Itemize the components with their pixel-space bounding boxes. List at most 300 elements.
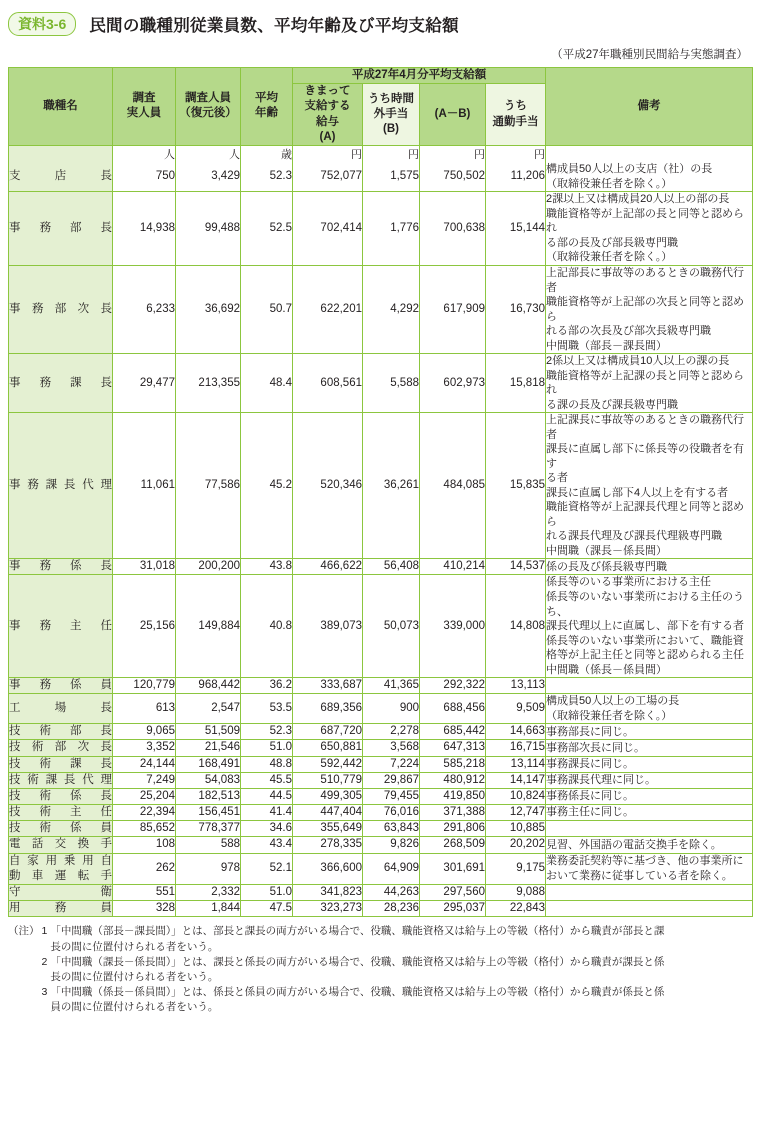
cell-surveyed-actual: 25,156 bbox=[113, 575, 176, 678]
cell-job-title: 事務主任 bbox=[9, 575, 113, 678]
cell-remarks bbox=[546, 413, 753, 559]
cell-pay-a-minus-b: 301,691 bbox=[420, 853, 486, 884]
cell-pay-a: 323,273 bbox=[293, 901, 363, 917]
cell-remarks-line: 係長等のいない事業所において、職能資 bbox=[546, 634, 744, 647]
footnote-item bbox=[8, 985, 752, 1015]
cell-remarks-line: 課長代理以上に直属し、部下を有する者 bbox=[546, 620, 744, 633]
cell-remarks bbox=[546, 192, 753, 266]
cell-job-title: 電話交換手 bbox=[9, 837, 113, 853]
cell-average-age: 48.4 bbox=[241, 354, 293, 413]
table-row bbox=[9, 885, 753, 901]
cell-surveyed-restored: 77,586 bbox=[176, 413, 241, 559]
cell-average-age: 52.1 bbox=[241, 853, 293, 884]
cell-average-age: 52.5 bbox=[241, 192, 293, 266]
cell-surveyed-actual: 14,938 bbox=[113, 192, 176, 266]
cell-remarks bbox=[546, 162, 753, 192]
cell-pay-a: 608,561 bbox=[293, 354, 363, 413]
cell-pay-a-minus-b: 339,000 bbox=[420, 575, 486, 678]
cell-pay-b: 9,826 bbox=[363, 837, 420, 853]
cell-commuting-allowance: 22,843 bbox=[486, 901, 546, 917]
cell-pay-a: 355,649 bbox=[293, 821, 363, 837]
cell-commuting-allowance: 14,147 bbox=[486, 772, 546, 788]
cell-pay-a: 278,335 bbox=[293, 837, 363, 853]
cell-surveyed-restored: 156,451 bbox=[176, 805, 241, 821]
unit-cell-pay-a-minus-b: 円 bbox=[420, 145, 486, 162]
cell-pay-b: 28,236 bbox=[363, 901, 420, 917]
unit-cell-job bbox=[9, 145, 113, 162]
cell-pay-a-minus-b: 480,912 bbox=[420, 772, 486, 788]
cell-job-title: 事務係長 bbox=[9, 559, 113, 575]
footnote-text bbox=[50, 924, 752, 954]
cell-job-title-line: 動車運転手 bbox=[9, 869, 112, 882]
unit-cell-pay-a: 円 bbox=[293, 145, 363, 162]
cell-remarks-line: 2係以上又は構成員10人以上の課の長 bbox=[546, 355, 730, 368]
col-header-average-age-line1: 平均 bbox=[255, 92, 278, 105]
cell-pay-b: 4,292 bbox=[363, 265, 420, 353]
cell-surveyed-actual: 120,779 bbox=[113, 678, 176, 694]
cell-pay-a-minus-b: 419,850 bbox=[420, 788, 486, 804]
footnote-text-line2: 員の間に位置付けられる者をいう。 bbox=[50, 1001, 219, 1014]
cell-surveyed-restored: 968,442 bbox=[176, 678, 241, 694]
cell-pay-b: 41,365 bbox=[363, 678, 420, 694]
cell-remarks-line: る部の長及び部長級専門職 bbox=[546, 236, 678, 249]
table-row bbox=[9, 694, 753, 724]
cell-pay-a: 466,622 bbox=[293, 559, 363, 575]
cell-surveyed-restored: 200,200 bbox=[176, 559, 241, 575]
header-row-1 bbox=[9, 68, 753, 84]
footnote-text-line2: 長の間に位置付けられる者をいう。 bbox=[50, 971, 219, 983]
table-row bbox=[9, 413, 753, 559]
table-row bbox=[9, 162, 753, 192]
footnote-item bbox=[8, 955, 752, 985]
cell-pay-a: 592,442 bbox=[293, 756, 363, 772]
cell-pay-a-minus-b: 750,502 bbox=[420, 162, 486, 192]
cell-remarks-line: おいて業務に従事している者を除く。 bbox=[546, 869, 733, 882]
cell-remarks-line: 係長等のいない事業所における主任のうち、 bbox=[546, 590, 744, 618]
cell-remarks-line: 課長に直属し部下4人以上を有する者 bbox=[546, 486, 729, 499]
col-header-commuting-allowance bbox=[486, 84, 546, 146]
cell-remarks-line: （取締役兼任者を除く。） bbox=[546, 251, 673, 264]
cell-remarks-line: る者 bbox=[546, 472, 568, 485]
cell-remarks bbox=[546, 772, 753, 788]
cell-pay-a: 333,687 bbox=[293, 678, 363, 694]
col-header-pay-a bbox=[293, 84, 363, 146]
cell-pay-a-minus-b: 291,806 bbox=[420, 821, 486, 837]
cell-pay-a-minus-b: 371,388 bbox=[420, 805, 486, 821]
cell-commuting-allowance: 20,202 bbox=[486, 837, 546, 853]
cell-remarks-line: れる課長代理及び課長代理級専門職 bbox=[546, 530, 722, 543]
cell-surveyed-restored: 978 bbox=[176, 853, 241, 884]
cell-remarks-line: る課の長及び課長級専門職 bbox=[546, 398, 678, 411]
cell-commuting-allowance: 16,715 bbox=[486, 740, 546, 756]
cell-surveyed-actual: 29,477 bbox=[113, 354, 176, 413]
table-row bbox=[9, 837, 753, 853]
cell-remarks bbox=[546, 724, 753, 740]
cell-job-title: 技術主任 bbox=[9, 805, 113, 821]
cell-surveyed-actual: 85,652 bbox=[113, 821, 176, 837]
cell-remarks-line: 職能資格等が上記部の次長と同等と認めら bbox=[546, 296, 744, 323]
cell-remarks-line: 事務課長代理に同じ。 bbox=[546, 774, 656, 787]
cell-remarks-line: 構成員50人以上の支店（社）の長 bbox=[546, 163, 713, 176]
cell-job-title: 事務係員 bbox=[9, 678, 113, 694]
cell-job-title: 技術部長 bbox=[9, 724, 113, 740]
cell-surveyed-restored: 778,377 bbox=[176, 821, 241, 837]
cell-surveyed-restored: 1,844 bbox=[176, 901, 241, 917]
cell-surveyed-restored: 182,513 bbox=[176, 788, 241, 804]
table-row bbox=[9, 756, 753, 772]
cell-pay-a: 520,346 bbox=[293, 413, 363, 559]
footnote-number: 1 bbox=[41, 925, 48, 938]
col-header-surveyed-actual bbox=[113, 68, 176, 146]
cell-pay-a-minus-b: 297,560 bbox=[420, 885, 486, 901]
cell-average-age: 40.8 bbox=[241, 575, 293, 678]
cell-remarks-line: 事務主任に同じ。 bbox=[546, 806, 634, 819]
cell-average-age: 51.0 bbox=[241, 740, 293, 756]
cell-surveyed-restored: 149,884 bbox=[176, 575, 241, 678]
cell-surveyed-restored: 588 bbox=[176, 837, 241, 853]
title-row bbox=[8, 0, 752, 42]
cell-commuting-allowance: 12,747 bbox=[486, 805, 546, 821]
cell-commuting-allowance: 9,175 bbox=[486, 853, 546, 884]
cell-remarks-line: 事務係長に同じ。 bbox=[546, 790, 634, 803]
cell-remarks-line: 職能資格等が上記部の長と同等と認められ bbox=[546, 207, 744, 235]
cell-job-title: 事務課長 bbox=[9, 354, 113, 413]
cell-surveyed-actual: 3,352 bbox=[113, 740, 176, 756]
cell-remarks bbox=[546, 559, 753, 575]
cell-pay-b: 1,575 bbox=[363, 162, 420, 192]
cell-pay-a-minus-b: 484,085 bbox=[420, 413, 486, 559]
cell-remarks-line: 事務部長に同じ。 bbox=[546, 725, 634, 738]
unit-cell-surveyed-actual: 人 bbox=[113, 145, 176, 162]
cell-remarks-line: 中間職（課長－係長間） bbox=[546, 544, 667, 557]
unit-cell-remarks bbox=[546, 145, 753, 162]
cell-surveyed-actual: 6,233 bbox=[113, 265, 176, 353]
col-header-average-age-line2: 年齢 bbox=[255, 107, 278, 120]
cell-pay-a-minus-b: 292,322 bbox=[420, 678, 486, 694]
table-row bbox=[9, 724, 753, 740]
cell-job-title: 技術課長代理 bbox=[9, 772, 113, 788]
cell-remarks-line: 格等が上記主任と同等と認められる主任 bbox=[546, 649, 744, 662]
footnote-text-line1: 「中間職（部長－課長間）」とは、部長と課長の両方がいる場合で、役職、職能資格又は給与上の等級（格付）から職責が部長と課 bbox=[50, 925, 665, 938]
cell-job-title: 支店長 bbox=[9, 162, 113, 192]
col-header-remarks: 備考 bbox=[546, 68, 753, 146]
cell-job-title: 技術係員 bbox=[9, 821, 113, 837]
cell-surveyed-restored: 54,083 bbox=[176, 772, 241, 788]
cell-pay-a-minus-b: 585,218 bbox=[420, 756, 486, 772]
cell-surveyed-restored: 2,547 bbox=[176, 694, 241, 724]
cell-pay-a-minus-b: 268,509 bbox=[420, 837, 486, 853]
cell-remarks bbox=[546, 788, 753, 804]
cell-remarks bbox=[546, 885, 753, 901]
cell-pay-a: 622,201 bbox=[293, 265, 363, 353]
cell-job-title: 技術係長 bbox=[9, 788, 113, 804]
cell-surveyed-restored: 51,509 bbox=[176, 724, 241, 740]
cell-commuting-allowance: 13,113 bbox=[486, 678, 546, 694]
cell-remarks-line: 中間職（部長－課長間） bbox=[546, 339, 667, 352]
cell-pay-a-minus-b: 295,037 bbox=[420, 901, 486, 917]
col-header-pay-a-line1: きまって bbox=[304, 85, 351, 98]
cell-remarks bbox=[546, 694, 753, 724]
cell-commuting-allowance: 14,537 bbox=[486, 559, 546, 575]
footnote-number: 3 bbox=[41, 986, 48, 999]
table-row bbox=[9, 788, 753, 804]
cell-remarks-line: 見習、外国語の電話交換手を除く。 bbox=[546, 838, 722, 851]
cell-job-title-line: 自家用乗用自 bbox=[9, 854, 112, 867]
col-header-surveyed-actual-line1: 調査 bbox=[132, 92, 156, 105]
col-header-pay-b-line3: (B) bbox=[383, 123, 399, 136]
cell-pay-b: 64,909 bbox=[363, 853, 420, 884]
cell-pay-b: 5,588 bbox=[363, 354, 420, 413]
col-header-pay-b-line1: うち時間 bbox=[368, 92, 414, 105]
cell-remarks bbox=[546, 821, 753, 837]
col-header-surveyed-restored-line1: 調査人員 bbox=[185, 92, 231, 105]
footnotes bbox=[8, 924, 752, 1015]
cell-surveyed-actual: 328 bbox=[113, 901, 176, 917]
footnote-text bbox=[50, 955, 752, 985]
cell-pay-a-minus-b: 688,456 bbox=[420, 694, 486, 724]
cell-surveyed-restored: 36,692 bbox=[176, 265, 241, 353]
cell-average-age: 45.5 bbox=[241, 772, 293, 788]
unit-cell-pay-b: 円 bbox=[363, 145, 420, 162]
cell-pay-a-minus-b: 602,973 bbox=[420, 354, 486, 413]
table-row bbox=[9, 821, 753, 837]
cell-job-title bbox=[9, 853, 113, 884]
cell-surveyed-restored: 99,488 bbox=[176, 192, 241, 266]
cell-job-title: 事務部長 bbox=[9, 192, 113, 266]
cell-pay-b: 63,843 bbox=[363, 821, 420, 837]
cell-remarks-line: （取締役兼任者を除く。） bbox=[546, 709, 673, 722]
cell-commuting-allowance: 11,206 bbox=[486, 162, 546, 192]
table-row bbox=[9, 901, 753, 917]
table-body bbox=[9, 145, 753, 916]
cell-pay-b: 79,455 bbox=[363, 788, 420, 804]
unit-cell-average-age: 歳 bbox=[241, 145, 293, 162]
col-header-surveyed-restored-line2: （復元後） bbox=[179, 107, 237, 120]
cell-remarks-line: れる部の次長及び部次長級専門職 bbox=[546, 325, 711, 338]
cell-surveyed-restored: 168,491 bbox=[176, 756, 241, 772]
cell-surveyed-actual: 9,065 bbox=[113, 724, 176, 740]
col-header-pay-a-line4: (A) bbox=[319, 130, 336, 143]
cell-job-title: 事務部次長 bbox=[9, 265, 113, 353]
unit-row bbox=[9, 145, 753, 162]
cell-average-age: 53.5 bbox=[241, 694, 293, 724]
cell-pay-a: 687,720 bbox=[293, 724, 363, 740]
table-row bbox=[9, 354, 753, 413]
cell-surveyed-actual: 108 bbox=[113, 837, 176, 853]
footnote-number: 2 bbox=[41, 955, 48, 968]
cell-pay-a: 702,414 bbox=[293, 192, 363, 266]
cell-average-age: 51.0 bbox=[241, 885, 293, 901]
cell-commuting-allowance: 16,730 bbox=[486, 265, 546, 353]
cell-remarks bbox=[546, 575, 753, 678]
cell-remarks bbox=[546, 354, 753, 413]
cell-surveyed-actual: 24,144 bbox=[113, 756, 176, 772]
cell-commuting-allowance: 9,509 bbox=[486, 694, 546, 724]
cell-surveyed-actual: 551 bbox=[113, 885, 176, 901]
cell-commuting-allowance: 13,114 bbox=[486, 756, 546, 772]
footnote-label: （注） bbox=[8, 925, 40, 938]
cell-average-age: 44.5 bbox=[241, 788, 293, 804]
cell-average-age: 45.2 bbox=[241, 413, 293, 559]
cell-average-age: 47.5 bbox=[241, 901, 293, 917]
cell-remarks-line: 職能資格等が上記課長代理と同等と認めら bbox=[546, 501, 744, 528]
cell-commuting-allowance: 10,885 bbox=[486, 821, 546, 837]
cell-average-age: 50.7 bbox=[241, 265, 293, 353]
unit-cell-commuting: 円 bbox=[486, 145, 546, 162]
cell-remarks-line: 事務部次長に同じ。 bbox=[546, 741, 645, 754]
table-row bbox=[9, 853, 753, 884]
cell-pay-b: 56,408 bbox=[363, 559, 420, 575]
col-header-pay-a-line2: 支給する bbox=[304, 100, 351, 113]
cell-remarks bbox=[546, 678, 753, 694]
cell-job-title: 用務員 bbox=[9, 901, 113, 917]
cell-remarks-line: 事務課長に同じ。 bbox=[546, 757, 634, 770]
cell-commuting-allowance: 10,824 bbox=[486, 788, 546, 804]
cell-pay-b: 29,867 bbox=[363, 772, 420, 788]
cell-remarks-line: 構成員50人以上の工場の長 bbox=[546, 695, 680, 708]
cell-remarks-line: 中間職（係長－係員間） bbox=[546, 663, 667, 676]
page-title: 民間の職種別従業員数、平均年齢及び平均支給額 bbox=[89, 17, 459, 35]
cell-commuting-allowance: 15,144 bbox=[486, 192, 546, 266]
cell-surveyed-restored: 2,332 bbox=[176, 885, 241, 901]
source-note: （平成27年職種別民間給与実態調査） bbox=[551, 49, 748, 61]
cell-pay-a: 510,779 bbox=[293, 772, 363, 788]
cell-average-age: 52.3 bbox=[241, 162, 293, 192]
table-row bbox=[9, 575, 753, 678]
table-row bbox=[9, 740, 753, 756]
cell-job-title: 事務課長代理 bbox=[9, 413, 113, 559]
cell-job-title: 技術課長 bbox=[9, 756, 113, 772]
cell-average-age: 34.6 bbox=[241, 821, 293, 837]
cell-remarks bbox=[546, 837, 753, 853]
col-header-job: 職種名 bbox=[9, 68, 113, 146]
cell-commuting-allowance: 15,818 bbox=[486, 354, 546, 413]
cell-remarks bbox=[546, 740, 753, 756]
cell-remarks-line: 職能資格等が上記課の長と同等と認められ bbox=[546, 369, 744, 397]
cell-pay-a: 689,356 bbox=[293, 694, 363, 724]
cell-pay-b: 900 bbox=[363, 694, 420, 724]
statistics-table bbox=[8, 67, 753, 917]
footnote-text-line2: 長の間に位置付けられる者をいう。 bbox=[50, 940, 219, 953]
cell-average-age: 48.8 bbox=[241, 756, 293, 772]
cell-average-age: 43.8 bbox=[241, 559, 293, 575]
col-header-pay-b-line2: 外手当 bbox=[373, 107, 409, 120]
cell-surveyed-restored: 3,429 bbox=[176, 162, 241, 192]
table-row bbox=[9, 772, 753, 788]
table-row bbox=[9, 559, 753, 575]
document-number-badge: 資料3-6 bbox=[8, 12, 76, 36]
col-header-pay-a-minus-b: (A－B) bbox=[420, 84, 486, 146]
cell-average-age: 36.2 bbox=[241, 678, 293, 694]
cell-pay-b: 3,568 bbox=[363, 740, 420, 756]
col-header-commuting-allowance-line1: うち bbox=[504, 100, 527, 113]
cell-pay-a: 499,305 bbox=[293, 788, 363, 804]
cell-remarks-line: 2課以上又は構成員20人以上の部の長 bbox=[546, 193, 730, 206]
cell-average-age: 52.3 bbox=[241, 724, 293, 740]
cell-remarks bbox=[546, 756, 753, 772]
cell-surveyed-restored: 21,546 bbox=[176, 740, 241, 756]
col-header-surveyed-actual-line2: 実人員 bbox=[126, 107, 162, 120]
col-header-pay-b bbox=[363, 84, 420, 146]
cell-surveyed-actual: 750 bbox=[113, 162, 176, 192]
cell-commuting-allowance: 14,808 bbox=[486, 575, 546, 678]
cell-remarks-line: 上記部長に事故等のあるときの職務代行者 bbox=[546, 266, 744, 294]
cell-surveyed-actual: 31,018 bbox=[113, 559, 176, 575]
footnote-text bbox=[50, 985, 752, 1015]
cell-job-title: 技術部次長 bbox=[9, 740, 113, 756]
unit-cell-surveyed-restored: 人 bbox=[176, 145, 241, 162]
cell-pay-a: 447,404 bbox=[293, 805, 363, 821]
cell-job-title: 工場長 bbox=[9, 694, 113, 724]
footnote-text-line1: 「中間職（課長－係長間）」とは、課長と係長の両方がいる場合で、役職、職能資格又は給与上の等級（格付）から職責が課長と係 bbox=[50, 955, 665, 968]
table-header bbox=[9, 68, 753, 146]
cell-average-age: 41.4 bbox=[241, 805, 293, 821]
cell-job-title: 守衛 bbox=[9, 885, 113, 901]
col-header-average-age bbox=[241, 68, 293, 146]
cell-pay-a-minus-b: 700,638 bbox=[420, 192, 486, 266]
cell-pay-a: 341,823 bbox=[293, 885, 363, 901]
cell-pay-a: 752,077 bbox=[293, 162, 363, 192]
cell-commuting-allowance: 9,088 bbox=[486, 885, 546, 901]
cell-remarks bbox=[546, 265, 753, 353]
cell-remarks-line: 課長に直属し部下に係長等の役職者を有す bbox=[546, 443, 744, 470]
table-row bbox=[9, 192, 753, 266]
cell-pay-a: 366,600 bbox=[293, 853, 363, 884]
cell-surveyed-actual: 11,061 bbox=[113, 413, 176, 559]
cell-pay-b: 2,278 bbox=[363, 724, 420, 740]
cell-remarks-line: 上記課長に事故等のあるときの職務代行者 bbox=[546, 414, 744, 441]
cell-remarks-line: 係の長及び係長級専門職 bbox=[546, 560, 667, 573]
cell-pay-a-minus-b: 410,214 bbox=[420, 559, 486, 575]
cell-average-age: 43.4 bbox=[241, 837, 293, 853]
cell-remarks-line: 業務委託契約等に基づき、他の事業所に bbox=[546, 855, 744, 868]
cell-surveyed-actual: 22,394 bbox=[113, 805, 176, 821]
cell-commuting-allowance: 15,835 bbox=[486, 413, 546, 559]
footnote-text-line1: 「中間職（係長－係員間）」とは、係長と係員の両方がいる場合で、役職、職能資格又は給与上の等級（格付）から職責が係長と係 bbox=[50, 986, 665, 999]
cell-remarks bbox=[546, 805, 753, 821]
cell-surveyed-actual: 262 bbox=[113, 853, 176, 884]
cell-surveyed-restored: 213,355 bbox=[176, 354, 241, 413]
col-header-group-average-payment: 平成27年4月分平均支給額 bbox=[293, 68, 546, 84]
cell-pay-a-minus-b: 617,909 bbox=[420, 265, 486, 353]
cell-pay-b: 1,776 bbox=[363, 192, 420, 266]
cell-pay-b: 50,073 bbox=[363, 575, 420, 678]
table-row bbox=[9, 805, 753, 821]
cell-commuting-allowance: 14,663 bbox=[486, 724, 546, 740]
col-header-commuting-allowance-line2: 通勤手当 bbox=[492, 115, 539, 128]
cell-pay-b: 36,261 bbox=[363, 413, 420, 559]
table-row bbox=[9, 265, 753, 353]
col-header-pay-a-line3: 給与 bbox=[316, 115, 339, 128]
cell-remarks bbox=[546, 853, 753, 884]
cell-pay-a-minus-b: 647,313 bbox=[420, 740, 486, 756]
table-row bbox=[9, 678, 753, 694]
cell-pay-b: 44,263 bbox=[363, 885, 420, 901]
cell-pay-a: 389,073 bbox=[293, 575, 363, 678]
cell-remarks bbox=[546, 901, 753, 917]
cell-surveyed-actual: 613 bbox=[113, 694, 176, 724]
cell-surveyed-actual: 7,249 bbox=[113, 772, 176, 788]
footnote-item bbox=[8, 924, 752, 954]
cell-remarks-line: （取締役兼任者を除く。） bbox=[546, 177, 673, 190]
cell-remarks-line: 係長等のいる事業所における主任 bbox=[546, 576, 711, 589]
cell-surveyed-actual: 25,204 bbox=[113, 788, 176, 804]
cell-pay-a-minus-b: 685,442 bbox=[420, 724, 486, 740]
col-header-surveyed-restored bbox=[176, 68, 241, 146]
cell-pay-a: 650,881 bbox=[293, 740, 363, 756]
cell-pay-b: 7,224 bbox=[363, 756, 420, 772]
cell-pay-b: 76,016 bbox=[363, 805, 420, 821]
